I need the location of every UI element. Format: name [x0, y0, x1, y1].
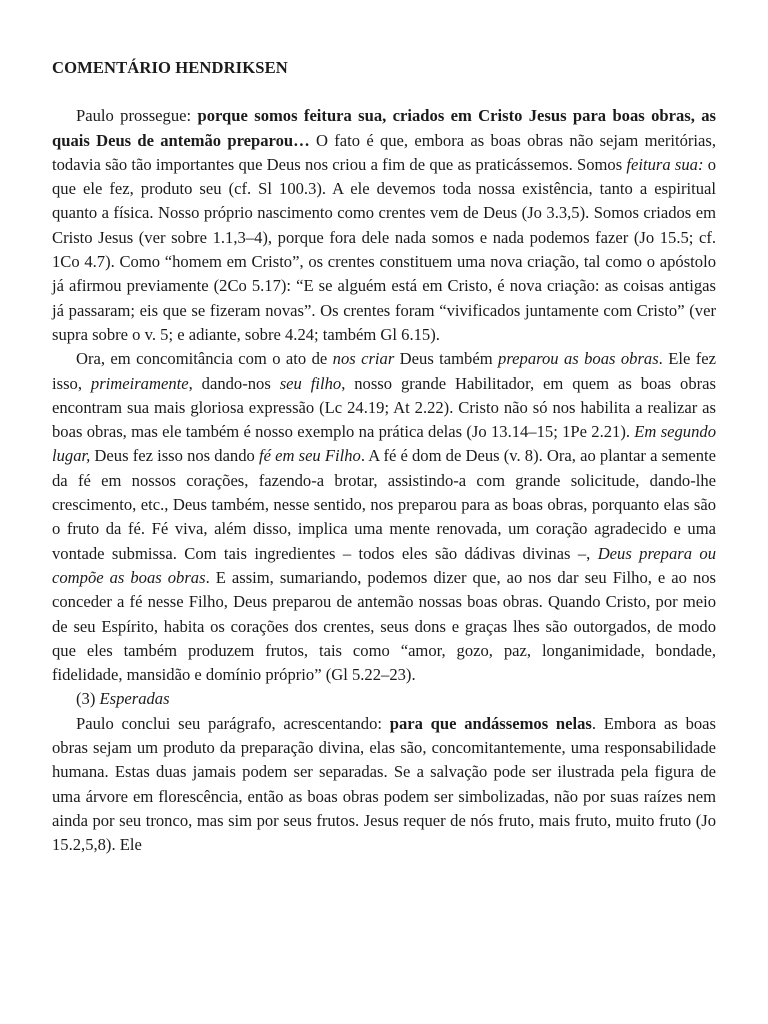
- p4-text-c: . Embora as boas obras sejam um produto da preparação divina, elas são, concomitantemente, uma responsabilidade humana. Estas duas jamais podem ser separadas. Se a salvação pode ser ilustrada pela figura de uma árvore em florescência, então as boas obras podem ser simbolizadas, não por suas raízes nem ainda por seu tronco, mas sim por seus frutos. Jesus requer de nós fruto, mais fruto, muito fruto (Jo 15.2,5,8). Ele: [52, 713, 716, 855]
- p1-text-c: O fato é que, embora as boas obras não sejam meritórias, todavia são tão importantes que Deus nos criou a fim de que as praticássemos. Somos: [52, 130, 716, 174]
- p2-italic-n: Deus prepara ou compõe as boas obras: [52, 543, 716, 587]
- p2-text-g: , dando-nos: [188, 373, 280, 393]
- section-heading: COMENTÁRIO HENDRIKSEN: [52, 58, 288, 77]
- p4-bold-quote: para que andássemos nelas: [389, 713, 592, 733]
- p2-italic-h: seu filho: [279, 373, 342, 393]
- paragraph-2: [52, 347, 716, 687]
- p1-bold-quote: porque somos feitura sua, criados em Cristo Jesus para boas obras, as quais Deus de antemão preparou…: [52, 106, 716, 150]
- p4-text-a: Paulo conclui seu parágrafo, acrescentando:: [76, 713, 390, 733]
- p2-text-i: , nosso grande Habilitador, em quem as boas obras encontram sua mais gloriosa expressão (Lc 24.19; At 2.22). Cristo não só nos habilita a realizar as boas obras, mas ele também é nosso exemplo na prática delas (Jo 13.14–15; 1Pe 2.21).: [52, 373, 716, 442]
- paragraph-4: [52, 712, 716, 858]
- p2-text-m: . A fé é dom de Deus (v. 8). Ora, ao plantar a semente da fé em nossos corações, fazendo-a brotar, assistindo-a com grande solicitude, dando-lhe crescimento, etc., Deus também, nesse sentido, nos preparou para as boas obras, porquanto elas são o fruto da fé. Fé viva, além disso, implica uma mente renovada, um coração agradecido e uma vontade submissa. Com tais ingredientes – todos eles são dádivas divinas –,: [52, 446, 716, 563]
- p2-italic-l: fé em seu Filho: [258, 446, 361, 466]
- paragraph-1: [52, 104, 716, 347]
- p3-number: (3): [76, 689, 100, 709]
- p2-italic-b: nos criar: [332, 349, 395, 369]
- p2-italic-f: primeiramente: [90, 373, 189, 393]
- p1-text-e: o que ele fez, produto seu (cf. Sl 100.3). A ele devemos toda nossa existência, tanto a espiritual quanto a física. Nosso próprio nascimento como crentes vem de Deus (Jo 3.3,5). Somos criados em Cristo Jesus (ver sobre 1.1,3–4), porque fora dele nada somos e nada podemos fazer (Jo 15.5; cf. 1Co 4.7). Como “homem em Cristo”, os crentes constituem uma nova criação, tal como o apóstolo já afirmou previamente (2Co 5.17): “E se alguém está em Cristo, é nova criação: as coisas antigas já passaram; eis que se fizeram novas”. Os crentes foram “vivificados juntamente com Cristo” (ver supra sobre o v. 5; e adiante, sobre 4.24; também Gl 6.15).: [52, 154, 717, 344]
- p2-text-a: Ora, em concomitância com o ato de: [76, 349, 333, 369]
- p3-italic-title: Esperadas: [99, 689, 170, 709]
- p1-text-a: Paulo prossegue:: [76, 106, 198, 126]
- paragraph-3-subheading: [52, 687, 716, 711]
- p2-text-e: . Ele fez isso,: [52, 349, 716, 393]
- p2-italic-d: preparou as boas obras: [498, 349, 659, 369]
- p2-italic-j: Em segundo lugar,: [52, 422, 716, 466]
- p1-italic-term: feitura sua:: [626, 154, 704, 174]
- p2-text-c: Deus também: [394, 349, 499, 369]
- p2-text-k: Deus fez isso nos dando: [90, 446, 259, 466]
- p2-text-o: . E assim, sumariando, podemos dizer que, ao nos dar seu Filho, e ao nos conceder a fé nesse Filho, Deus preparou de antemão nossas boas obras. Quando Cristo, por meio de seu Espírito, habita os corações dos crentes, seus dons e graças lhes são outorgados, de modo que eles também produzem frutos, tais como “amor, gozo, paz, longanimidade, bondade, fidelidade, mansidão e domínio próprio” (Gl 5.22–23).: [52, 567, 716, 685]
